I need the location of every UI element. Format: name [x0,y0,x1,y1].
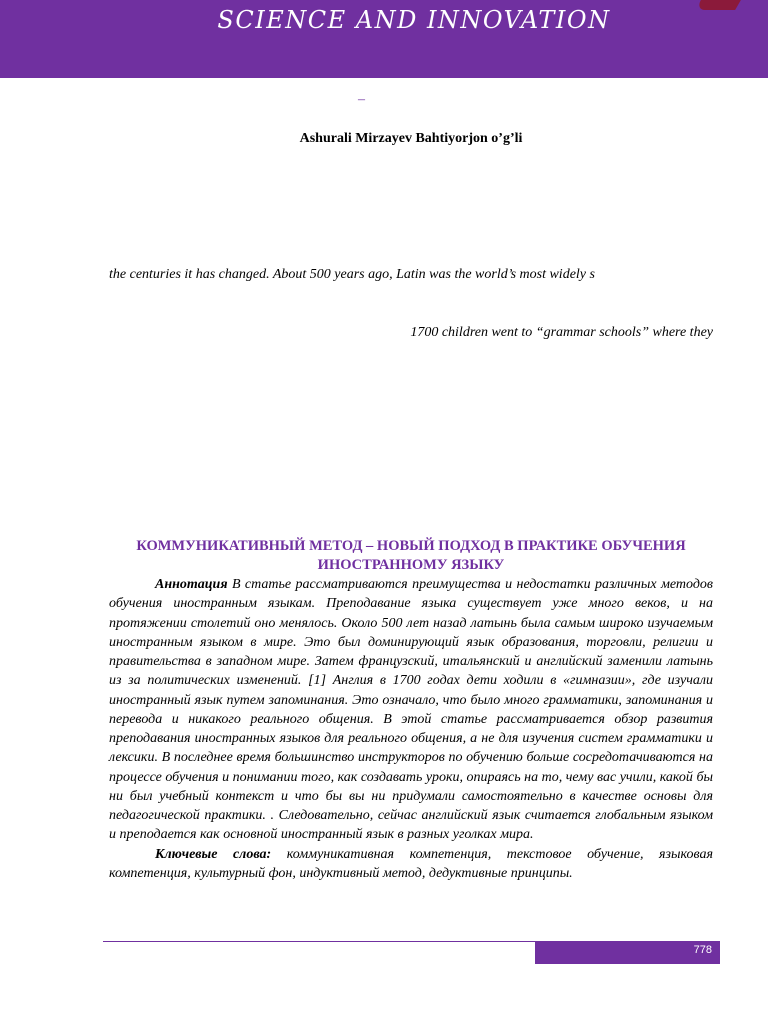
english-text-fragment-2: 1700 children went to “grammar schools” where they [410,325,713,340]
page-number: 778 [693,944,712,956]
abstract-text: В статье рассматриваются преимущества и недостатки различных методов обучения иностранным языкам. Преподавание языка существует уже много веков, и на протяжении столетий оно менялось. Около 500 лет назад латынь была самым широко изучаемым иностранным языком в мире. Это был доминирующий язык образования, торговли, религии и правительства в западном мире. Затем французский, итальянский и английский заменили латынь из за политических изменений. [1] Англия в 1700 годах дети ходили в «гимназии», где изучали иностранный язык путем запоминания. Это означало, что было много грамматики, запоминания и перевода и никакого реального общения. В этой статье рассматривается обзор развития преподавания иностранных языков для реального общения, а не для изучения систем грамматики и лексики. В последнее время большинство инструкторов по обучению больше сосредотачиваются на процессе обучения и понимании того, как создавать уроки, опираясь на то, чему вас учили, какой бы ни был учебный контекст и что бы вы ни придумали самостоятельно в качестве основы для педагогической практики. . Следовательно, сейчас английский язык считается глобальным языком и преподается как основной иностранный язык в разных уголках мира. [109,577,713,843]
author-name: Ashurali Mirzayev Bahtiyorjon o’g’li [299,131,523,146]
separator-dash: – [358,92,365,107]
article-title: КОММУНИКАТИВНЫЙ МЕТОД – НОВЫЙ ПОДХОД В ПРАКТИКЕ ОБУЧЕНИЯ ИНОСТРАННОМУ ЯЗЫКУ [136,538,686,573]
journal-header [0,0,768,78]
keywords-text: коммуникативная компетенция, текстовое обучение, языковая компетенция, культурный фон, индуктивный метод, дедуктивные принципы. [109,846,713,881]
abstract-paragraph [109,575,713,845]
keywords-paragraph [109,845,713,884]
english-text-fragment-1: the centuries it has changed. About 500 years ago, Latin was the world’s most widely s [109,267,595,282]
corner-ribbon-decoration [695,0,741,10]
journal-title: SCIENCE AND INNOVATION [217,6,611,34]
page-number-box [535,942,720,964]
keywords-label: Ключевые слова: [155,846,272,862]
abstract-label: Аннотация [155,577,228,592]
abstract-block [109,575,713,883]
